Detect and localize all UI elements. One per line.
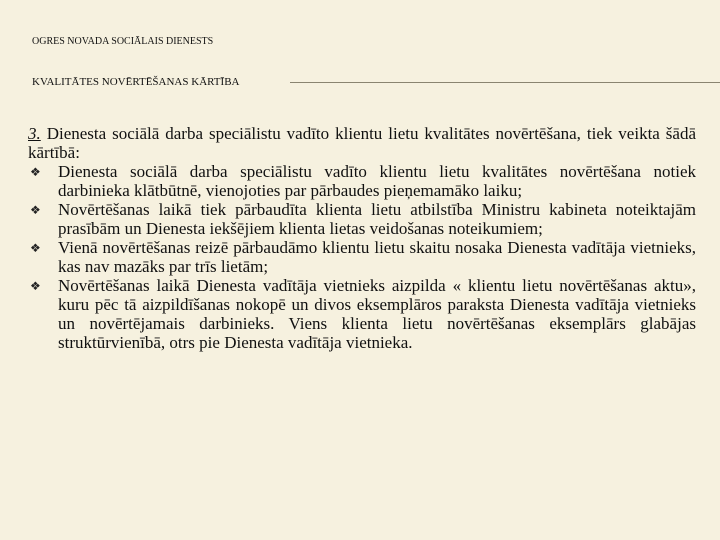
list-item-text: Vienā novērtēšanas reizē pārbaudāmo klientu lietu skaitu nosaka Dienesta vadītāja vietnieks, kas nav mazāks par trīs lietām; bbox=[58, 238, 696, 276]
intro-paragraph bbox=[28, 124, 696, 162]
diamond-bullet-icon: ❖ bbox=[30, 241, 41, 255]
diamond-bullet-icon: ❖ bbox=[30, 279, 41, 293]
list-item-text: Dienesta sociālā darba speciālistu vadīto klientu lietu kvalitātes novērtēšana notiek darbinieka klātbūtnē, vienojoties par pārbaudes pieņemamāko laiku; bbox=[58, 162, 696, 200]
intro-text: Dienesta sociālā darba speciālistu vadīto klientu lietu kvalitātes novērtēšana, tiek veikta šādā kārtībā: bbox=[28, 124, 696, 162]
title-divider bbox=[290, 82, 720, 83]
list-item bbox=[28, 200, 696, 238]
list-item-text: Novērtēšanas laikā tiek pārbaudīta klienta lietu atbilstība Ministru kabineta noteiktajām prasībām un Dienesta iekšējiem klienta lietas veidošanas noteikumiem; bbox=[58, 200, 696, 238]
list-item bbox=[28, 238, 696, 276]
slide-body bbox=[28, 124, 696, 352]
bullet-list bbox=[28, 162, 696, 352]
slide-title-bar bbox=[32, 72, 720, 90]
slide-title: KVALITĀTES NOVĒRTĒŠANAS KĀRTĪBA bbox=[32, 76, 240, 88]
section-number: 3. bbox=[28, 124, 41, 143]
diamond-bullet-icon: ❖ bbox=[30, 203, 41, 217]
diamond-bullet-icon: ❖ bbox=[30, 165, 41, 179]
organization-name: OGRES NOVADA SOCIĀLAIS DIENESTS bbox=[32, 36, 214, 47]
list-item bbox=[28, 276, 696, 352]
list-item bbox=[28, 162, 696, 200]
list-item-text: Novērtēšanas laikā Dienesta vadītāja vietnieks aizpilda « klientu lietu novērtēšanas aktu», kuru pēc tā aizpildīšanas nokopē un divos eksemplāros paraksta Dienesta vadītāja vietnieks un novērtējamais darbinieks. Viens klienta lietu novērtēšanas eksemplārs glabājas struktūrvienībā, otrs pie Dienesta vadītāja vietnieka. bbox=[58, 276, 696, 352]
